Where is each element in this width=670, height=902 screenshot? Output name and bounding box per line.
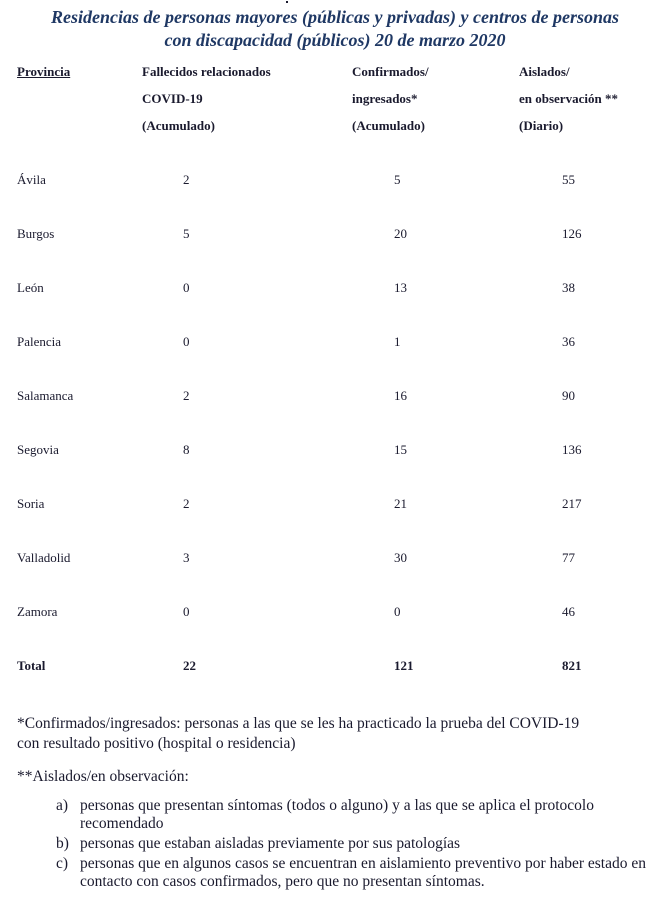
- title-line-1: Residencias de personas mayores (públicas y privadas) y centros de personas: [51, 7, 619, 27]
- cell-confirmados: 5: [394, 172, 401, 187]
- header-aislados: [519, 58, 618, 139]
- note-aislados-title: **Aislados/en observación:: [17, 768, 189, 785]
- cell-aislados: 217: [562, 496, 582, 511]
- cell-fallecidos: 8: [183, 442, 190, 457]
- cell-confirmados: 121: [394, 658, 414, 673]
- header-fallecidos-line-1: Fallecidos relacionados: [142, 64, 271, 79]
- cell-aislados: 126: [562, 226, 582, 241]
- header-confirmados-line-1: Confirmados/: [352, 64, 429, 79]
- list-item: [56, 835, 656, 853]
- note-confirmados-line-1: *Confirmados/ingresados: personas a las que se les ha practicado la prueba del COVID-19: [17, 715, 580, 732]
- header-aislados-line-1: Aislados/: [519, 64, 570, 79]
- cell-confirmados: 13: [394, 280, 407, 295]
- list-marker: a): [56, 797, 69, 814]
- page-title: [0, 6, 670, 52]
- note-confirmados-line-2: con resultado positivo (hospital o residencia): [17, 735, 296, 752]
- cell-provincia: León: [17, 280, 44, 295]
- cell-provincia: Ávila: [17, 172, 46, 187]
- cell-fallecidos: 5: [183, 226, 190, 241]
- header-aislados-line-2: en observación **: [519, 91, 618, 106]
- cell-aislados: 55: [562, 172, 575, 187]
- cell-provincia: Valladolid: [17, 550, 71, 565]
- cell-confirmados: 20: [394, 226, 407, 241]
- list-text: personas que presentan síntomas (todos o alguno) y a las que se aplica el protocolo recomendado: [80, 797, 594, 832]
- header-fallecidos-line-3: (Acumulado): [142, 118, 215, 133]
- header-fallecidos-line-2: COVID-19: [142, 91, 203, 106]
- cell-confirmados: 30: [394, 550, 407, 565]
- list-item: [56, 855, 656, 891]
- cell-confirmados: 1: [394, 334, 401, 349]
- cell-provincia: Total: [17, 658, 46, 673]
- cell-provincia: Salamanca: [17, 388, 74, 403]
- cell-fallecidos: 3: [183, 550, 190, 565]
- header-provincia-label: Provincia: [17, 64, 71, 79]
- cell-provincia: Zamora: [17, 604, 58, 619]
- title-line-2: con discapacidad (públicos) 20 de marzo 2020: [164, 30, 506, 50]
- list-text: personas que en algunos casos se encuentran en aislamiento preventivo por haber estado en contacto con casos confirmados, pero que no presentan síntomas.: [80, 855, 646, 890]
- stray-dot: [286, 1, 288, 3]
- list-text: personas que estaban aisladas previamente por sus patologías: [80, 835, 461, 852]
- header-confirmados-line-3: (Acumulado): [352, 118, 425, 133]
- list-marker: c): [56, 855, 69, 872]
- header-aislados-line-3: (Diario): [519, 118, 564, 133]
- cell-provincia: Soria: [17, 496, 45, 511]
- cell-aislados: 46: [562, 604, 575, 619]
- cell-fallecidos: 2: [183, 172, 190, 187]
- note-aislados-list: [56, 797, 656, 893]
- cell-fallecidos: 0: [183, 334, 190, 349]
- header-fallecidos: [142, 58, 271, 139]
- cell-aislados: 36: [562, 334, 575, 349]
- cell-aislados: 136: [562, 442, 582, 457]
- header-confirmados: [352, 58, 429, 139]
- list-marker: b): [56, 835, 69, 852]
- cell-confirmados: 21: [394, 496, 407, 511]
- cell-provincia: Palencia: [17, 334, 62, 349]
- cell-aislados: 38: [562, 280, 575, 295]
- cell-aislados: 90: [562, 388, 575, 403]
- cell-confirmados: 16: [394, 388, 407, 403]
- cell-aislados: 77: [562, 550, 575, 565]
- cell-fallecidos: 2: [183, 496, 190, 511]
- note-confirmados: [17, 714, 579, 754]
- cell-fallecidos: 0: [183, 604, 190, 619]
- cell-fallecidos: 0: [183, 280, 190, 295]
- header-provincia: [17, 58, 70, 85]
- cell-fallecidos: 2: [183, 388, 190, 403]
- cell-fallecidos: 22: [183, 658, 196, 673]
- cell-confirmados: 15: [394, 442, 407, 457]
- cell-provincia: Burgos: [17, 226, 55, 241]
- list-item: [56, 797, 656, 833]
- cell-confirmados: 0: [394, 604, 401, 619]
- cell-provincia: Segovia: [17, 442, 59, 457]
- header-confirmados-line-2: ingresados*: [352, 91, 418, 106]
- cell-aislados: 821: [562, 658, 582, 673]
